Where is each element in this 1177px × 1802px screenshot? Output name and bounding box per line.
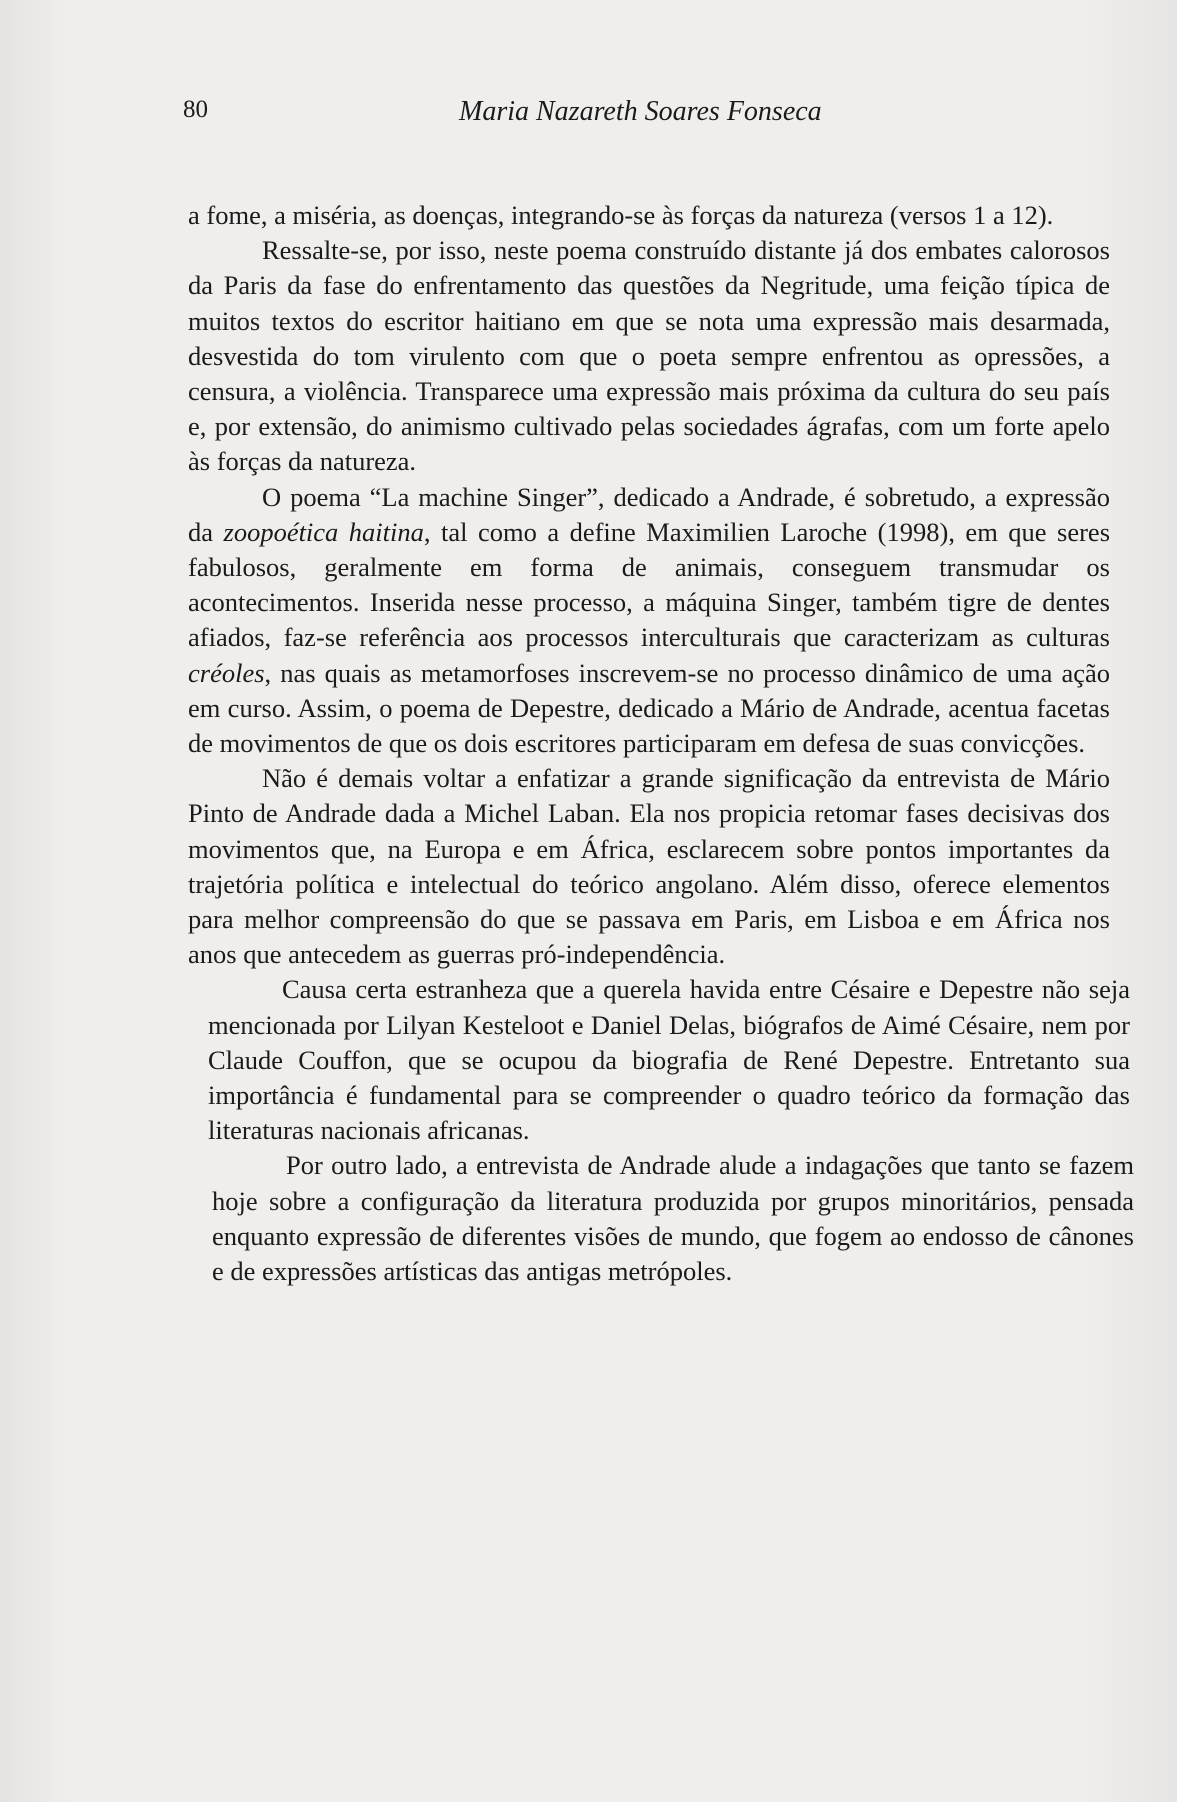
- paragraph-3-italic-1: zoopoética haitina: [223, 516, 424, 547]
- paragraph-4: Não é demais voltar a enfatizar a grande significação da entrevista de Mário Pinto de Andrade dada a Michel Laban. Ela nos propicia retomar fases decisivas dos movimentos que, na Europa e em África, esclarecem sobre pontos importantes da trajetória política e intelectual do teórico angolano. Além disso, oferece elementos para melhor compreensão do que se passava em Paris, em Lisboa e em África nos anos que antecedem as guerras pró-independência.: [188, 763, 1110, 970]
- page-header: [183, 96, 823, 136]
- paragraph-6: Por outro lado, a entrevista de Andrade alude a indagações que tanto se fazem hoje sobre a configuração da literatura produzida por grupos minoritários, pensada enquanto expressão de diferentes visões de mundo, que fogem ao endosso de cânones e de expressões artísticas das antigas metrópoles.: [212, 1150, 1134, 1287]
- page-number: 80: [183, 96, 208, 123]
- paragraph-3-part-2: , tal como a define Maximilien Laroche (1998), em que seres fabulosos, geralmente em forma de animais, conseguem transmudar os acontecimentos. Inserida nesse processo, a máquina Singer, também tigre de dentes afiados, faz-se referência aos processos interculturais que caracterizam as culturas: [188, 516, 1111, 653]
- paragraph-3-part-3: , nas quais as metamorfoses inscrevem-se no processo dinâmico de uma ação em curso. Assim, o poema de Depestre, dedicado a Mário de Andrade, acentua facetas de movimentos de que os dois escritores participaram em defesa de suas convicções.: [188, 657, 1110, 759]
- paragraph-3-italic-2: créoles: [188, 657, 265, 688]
- paragraph-1: a fome, a miséria, as doenças, integrando-se às forças da natureza (versos 1 a 12).: [188, 200, 1054, 230]
- running-head: Maria Nazareth Soares Fonseca: [459, 96, 822, 127]
- paragraph-2: Ressalte-se, por isso, neste poema construído distante já dos embates calorosos da Paris da fase do enfrentamento das questões da Negritude, uma feição típica de muitos textos do escritor haitiano em que se nota uma expressão mais desarmada, desvestida do tom virulento com que o poeta sempre enfrentou as opressões, a censura, a violência. Transparece uma expressão mais próxima da cultura do seu país e, por extensão, do animismo cultivado pelas sociedades ágrafas, com um forte apelo às forças da natureza.: [188, 235, 1110, 477]
- paragraph-3: [188, 480, 1110, 762]
- paragraph-3-part-1: O poema “La machine Singer”, dedicado a Andrade, é sobretudo, a expressão da: [188, 481, 1110, 547]
- paragraph-5: Causa certa estranheza que a querela havida entre Césaire e Depestre não seja mencionada por Lilyan Kesteloot e Daniel Delas, biógrafos de Aimé Césaire, nem por Claude Couffon, que se ocupou da biografia de René Depestre. Entretanto sua importância é fundamental para se compreender o quadro teórico da formação das literaturas nacionais africanas.: [208, 974, 1130, 1146]
- body-text: [188, 198, 1134, 1289]
